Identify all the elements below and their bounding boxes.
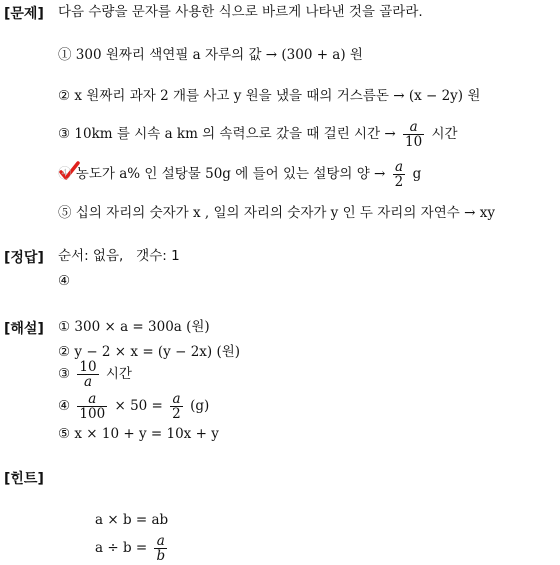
- hint-line-1: a × b = ab: [95, 512, 169, 528]
- hint-line-2: a ÷ b = $\frac{a}{b}$: [95, 533, 166, 564]
- choice-unit: 시간: [431, 126, 458, 142]
- choice-text: x 원짜리 과자 2 개를 사고 y 원을 냈을 때의 거스름돈 → (x − 2y) 원: [74, 88, 481, 104]
- question-text: 다음 수량을 문자를 사용한 식으로 바르게 나타낸 것을 골라라.: [58, 4, 423, 20]
- choice-number: ②: [58, 88, 71, 104]
- fraction: $\frac{a}{100}$: [79, 391, 106, 422]
- choice-3: [58, 118, 458, 150]
- explanation-label: [해설]: [4, 321, 44, 337]
- fraction: $\frac{a}{2}$: [172, 391, 181, 422]
- answer-info: 순서: 없음, 갯수: 1: [58, 248, 180, 264]
- choice-2: [58, 87, 480, 105]
- problem-label: [문제]: [4, 6, 44, 22]
- choice-4: [58, 158, 421, 190]
- explanation-line-5: ⑤ x × 10 + y = 10x + y: [58, 426, 219, 442]
- answer-value: ④: [58, 273, 71, 289]
- choice-number: ⑤: [58, 205, 72, 221]
- choice-5: [58, 204, 495, 222]
- hint-label: [힌트]: [4, 471, 44, 487]
- fraction: $\frac{a}{b}$: [156, 533, 166, 564]
- explanation-line-1: ① 300 × a = 300a (원): [58, 319, 210, 335]
- answer-label: [정답]: [4, 250, 44, 266]
- fraction: $\frac{a}{2}$: [394, 159, 404, 190]
- explanation-line-4: ④ $\frac{a}{100}$ × 50 = $\frac{a}{2}$ (g): [58, 391, 210, 422]
- choice-text: 십의 자리의 숫자가 x , 일의 자리의 숫자가 y 인 두 자리의 자연수 → xy: [75, 205, 495, 221]
- choice-number: ④: [58, 166, 72, 182]
- choice-number: ①: [58, 47, 72, 63]
- explanation-line-2: ② y − 2 × x = (y − 2x) (원): [58, 344, 241, 360]
- fraction: $\frac{a}{10}$: [405, 119, 423, 150]
- choice-number: ③: [58, 126, 71, 142]
- choice-unit: g: [412, 166, 422, 182]
- explanation-line-3: ③ $\frac{10}{a}$ 시간: [58, 359, 132, 390]
- choice-text: 300 원짜리 색연필 a 자루의 값 → (300 + a) 원: [75, 47, 363, 63]
- choice-1: [58, 46, 363, 64]
- fraction: $\frac{10}{a}$: [79, 359, 97, 390]
- choice-text: 10km 를 시속 a km 의 속력으로 갔을 때 걸린 시간 →: [74, 126, 396, 142]
- choice-text: 농도가 a% 인 설탕물 50g 에 들어 있는 설탕의 양 →: [75, 166, 386, 182]
